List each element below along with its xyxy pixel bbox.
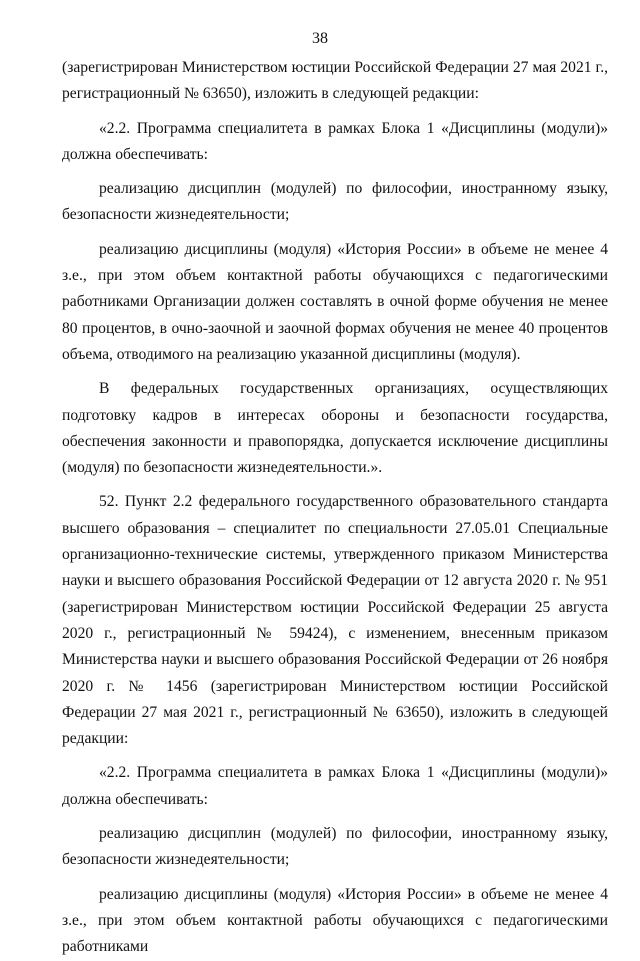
paragraph: (зарегистрирован Министерством юстиции Российской Федерации 27 мая 2021 г., регистрационный № 63650), изложить в следующей редакции: [62,59,608,103]
paragraph: «2.2. Программа специалитета в рамках Блока 1 «Дисциплины (модули)» должна обеспечивать: [62,764,608,808]
paragraph: реализацию дисциплины (модуля) «История России» в объеме не менее 4 з.е., при этом объем контактной работы обучающихся с педагогическими работниками Организации должен составлять в очной форме обучения не менее 80 процентов, в очно-заочной и заочной формах обучения не менее 40 процентов объема, отводимого на реализацию указанной дисциплины (модуля). [62,240,608,363]
paragraph: реализацию дисциплин (модулей) по философии, иностранному языку, безопасности жизнедеятельности; [62,180,608,224]
paragraph: реализацию дисциплины (модуля) «История России» в объеме не менее 4 з.е., при этом объем контактной работы обучающихся с педагогическими работниками [62,885,608,956]
paragraph: «2.2. Программа специалитета в рамках Блока 1 «Дисциплины (модули)» должна обеспечивать: [62,119,608,163]
paragraph: В федеральных государственных организациях, осуществляющих подготовку кадров в интересах обороны и безопасности государства, обеспечения законности и правопорядка, допускается исключение дисциплины (модуля) по безопасности жизнедеятельности.». [62,380,608,477]
page-number: 38 [312,30,328,47]
paragraph: реализацию дисциплин (модулей) по философии, иностранному языку, безопасности жизнедеятельности; [62,825,608,869]
document-body [62,55,608,961]
paragraph: 52. Пункт 2.2 федерального государственного образовательного стандарта высшего образования – специалитет по специальности 27.05.01 Специальные организационно-технические системы, утвержденного приказом Министерства науки и высшего образования Российской Федерации от 12 августа 2020 г. № 951 (зарегистрирован Министерством юстиции Российской Федерации 25 августа 2020 г., регистрационный № 59424), с изменением, внесенным приказом Министерства науки и высшего образования Российской Федерации от 26 ноября 2020 г. № 1456 (зарегистрирован Министерством юстиции Российской Федерации 27 мая 2021 г., регистрационный № 63650), изложить в следующей редакции: [62,493,608,748]
